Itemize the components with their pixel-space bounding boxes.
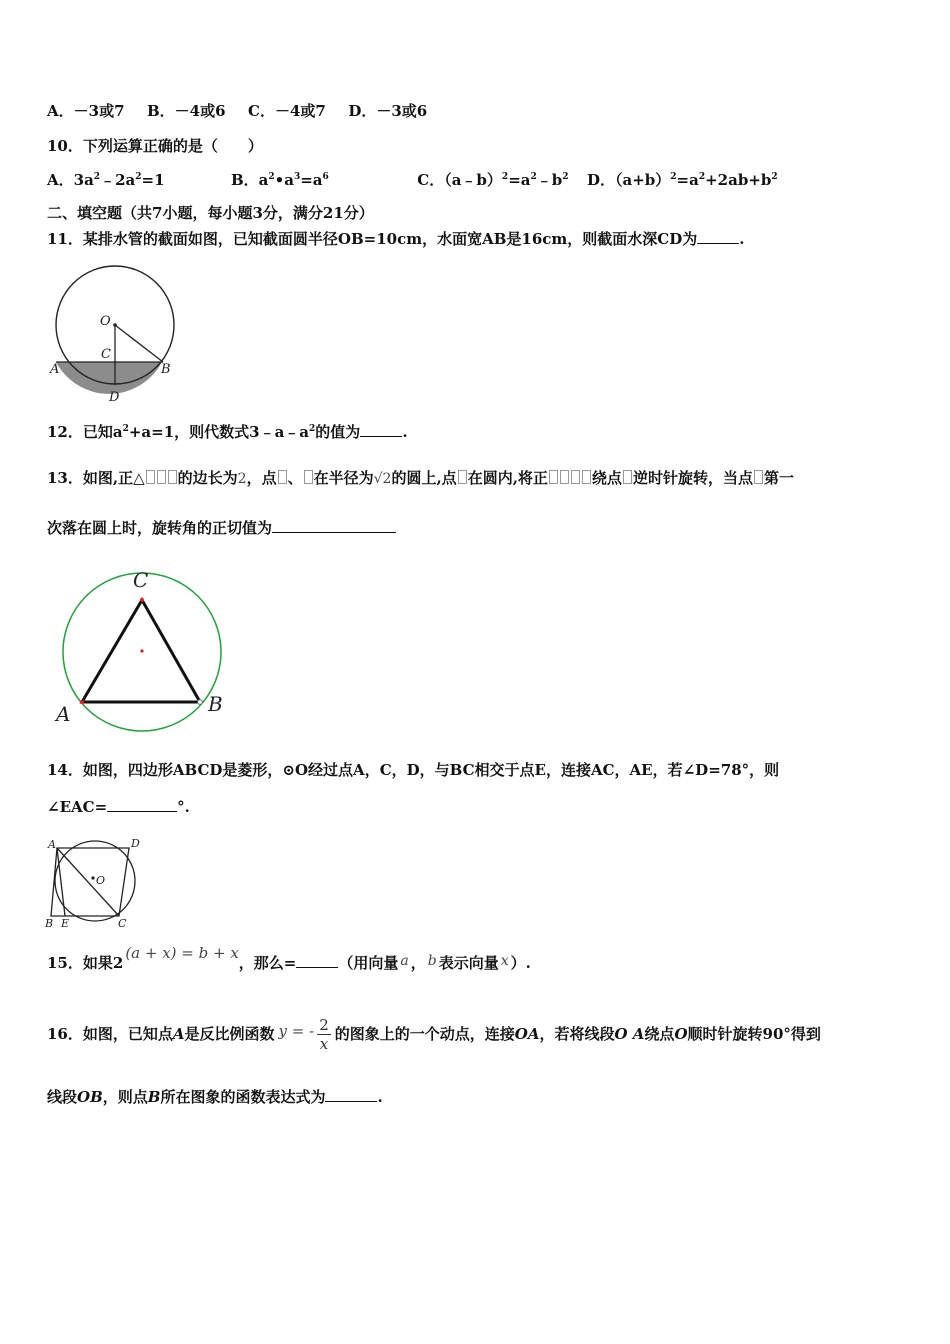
q14-label-b: B	[45, 917, 54, 930]
q11-label-c: C	[101, 347, 111, 362]
q16-func-lhs: y = -	[278, 1022, 315, 1040]
q15-text: 15．如果2(a + x) = b + x，那么= （用向量 a ， b 表示向量 x ）.	[47, 944, 531, 972]
placeholder-box	[571, 470, 580, 484]
q14-line1: 14．如图，四边形ABCD是菱形，⊙O经过点A，C，D，与BC相交于点E，连接AC，AE，若∠D=78°，则	[47, 761, 780, 779]
q15-vector-b: b	[427, 953, 437, 969]
q14-figure	[43, 834, 153, 929]
q14-diagonal-ac	[57, 848, 119, 916]
q16-line1: 16．如图，已知点 A 是反比例函数 y = - $\frac{2}{x}$ 的图象上的一个动点，连接 OA ，若将线段 O A 绕点 O 顺时针旋转90°得到	[47, 1015, 821, 1053]
q11-center-point	[113, 323, 117, 327]
q14-label-a: A	[48, 838, 56, 851]
q13-line1: 13．如图,正△ 的边长为2，点 、 在半径为√2的圆上,点 在圆内,将正 绕点 逆时针旋转，当点 第一	[47, 469, 794, 487]
placeholder-box	[168, 470, 177, 484]
q14-label-o: O	[96, 874, 106, 887]
placeholder-box	[146, 470, 155, 484]
q9-option-a: A．－3或7	[47, 102, 125, 120]
q10-options	[47, 170, 778, 190]
placeholder-box	[623, 470, 632, 484]
q13-figure	[48, 566, 238, 726]
q9-option-c: C．－4或7	[248, 102, 326, 120]
q15-vector-a: a	[400, 953, 409, 969]
q10-stem: 10．下列运算正确的是（ ）	[47, 137, 263, 155]
placeholder-box	[304, 470, 313, 484]
placeholder-box	[157, 470, 166, 484]
q11-text: 11．某排水管的截面如图，已知截面圆半径OB=10cm，水面宽AB是16cm，则截面水深CD为 .	[47, 230, 745, 248]
q13-point-c	[140, 598, 144, 602]
section-heading: 二、填空题（共7小题，每小题3分，满分21分）	[47, 204, 374, 222]
q11-label-o: O	[100, 314, 111, 329]
q13-point-b	[198, 700, 203, 705]
placeholder-box	[458, 470, 467, 484]
q14-label-c: C	[118, 917, 127, 930]
q12-text: 12．已知$a^2+a=1$，则代数式$3﹣a﹣a^2$的值为 .	[47, 423, 408, 441]
q13-line2: 次落在圆上时，旋转角的正切值为	[47, 518, 396, 538]
q15-vector-x: x	[500, 953, 509, 969]
q13-label-b: B	[208, 692, 223, 716]
q14-label-e: E	[61, 917, 70, 930]
q9-option-b: B．－4或6	[146, 102, 226, 120]
q14-line2: ∠EAC= °.	[47, 798, 190, 816]
q13-answer-blank	[272, 518, 396, 533]
q10-option-c: C．$(a﹣b)^2=a^2﹣b^2$	[417, 171, 569, 189]
q16-answer-blank	[325, 1087, 377, 1102]
q11-label-d: D	[109, 390, 120, 405]
q11-label-a: A	[50, 362, 60, 377]
q15-answer-blank	[296, 953, 338, 968]
q14-label-d: D	[131, 837, 140, 850]
q11-figure	[45, 265, 185, 405]
q10-option-b: B．$a^2•a^3=a^6$	[230, 171, 329, 189]
q16-fraction: $\frac{2}{x}$	[319, 1015, 329, 1053]
placeholder-box	[549, 470, 558, 484]
placeholder-box	[582, 470, 591, 484]
q11-answer-blank	[697, 229, 739, 244]
placeholder-box	[278, 470, 287, 484]
q9-options	[47, 101, 427, 121]
q12-answer-blank	[360, 422, 402, 437]
q13-label-a: A	[56, 702, 71, 726]
q14-segment-ae	[57, 848, 65, 916]
q13-label-c: C	[133, 568, 149, 592]
q11-radius-ob	[115, 325, 163, 362]
q10-option-d: D．$(a+b)^2=a^2+2ab+b^2$	[586, 171, 778, 189]
q13-side-value: 2	[237, 471, 247, 487]
q13-point-a	[80, 700, 84, 704]
q11-label-b: B	[161, 362, 171, 377]
q16-line2: 线段OB，则点B所在图象的函数表达式为 .	[47, 1088, 383, 1106]
q15-coefficient: 2	[112, 954, 124, 972]
placeholder-box	[560, 470, 569, 484]
q10-option-a: A．$3a^2﹣2a^2=1$	[47, 171, 165, 189]
q13-center-point	[140, 649, 143, 652]
placeholder-box	[754, 470, 763, 484]
q13-radius-value: √2	[373, 471, 392, 487]
q15-formula: (a + x) = b + x	[125, 944, 239, 962]
q14-answer-blank	[107, 797, 177, 812]
q14-circle	[55, 841, 135, 921]
q14-center-point	[91, 876, 94, 879]
q9-option-d: D．－3或6	[348, 102, 428, 120]
